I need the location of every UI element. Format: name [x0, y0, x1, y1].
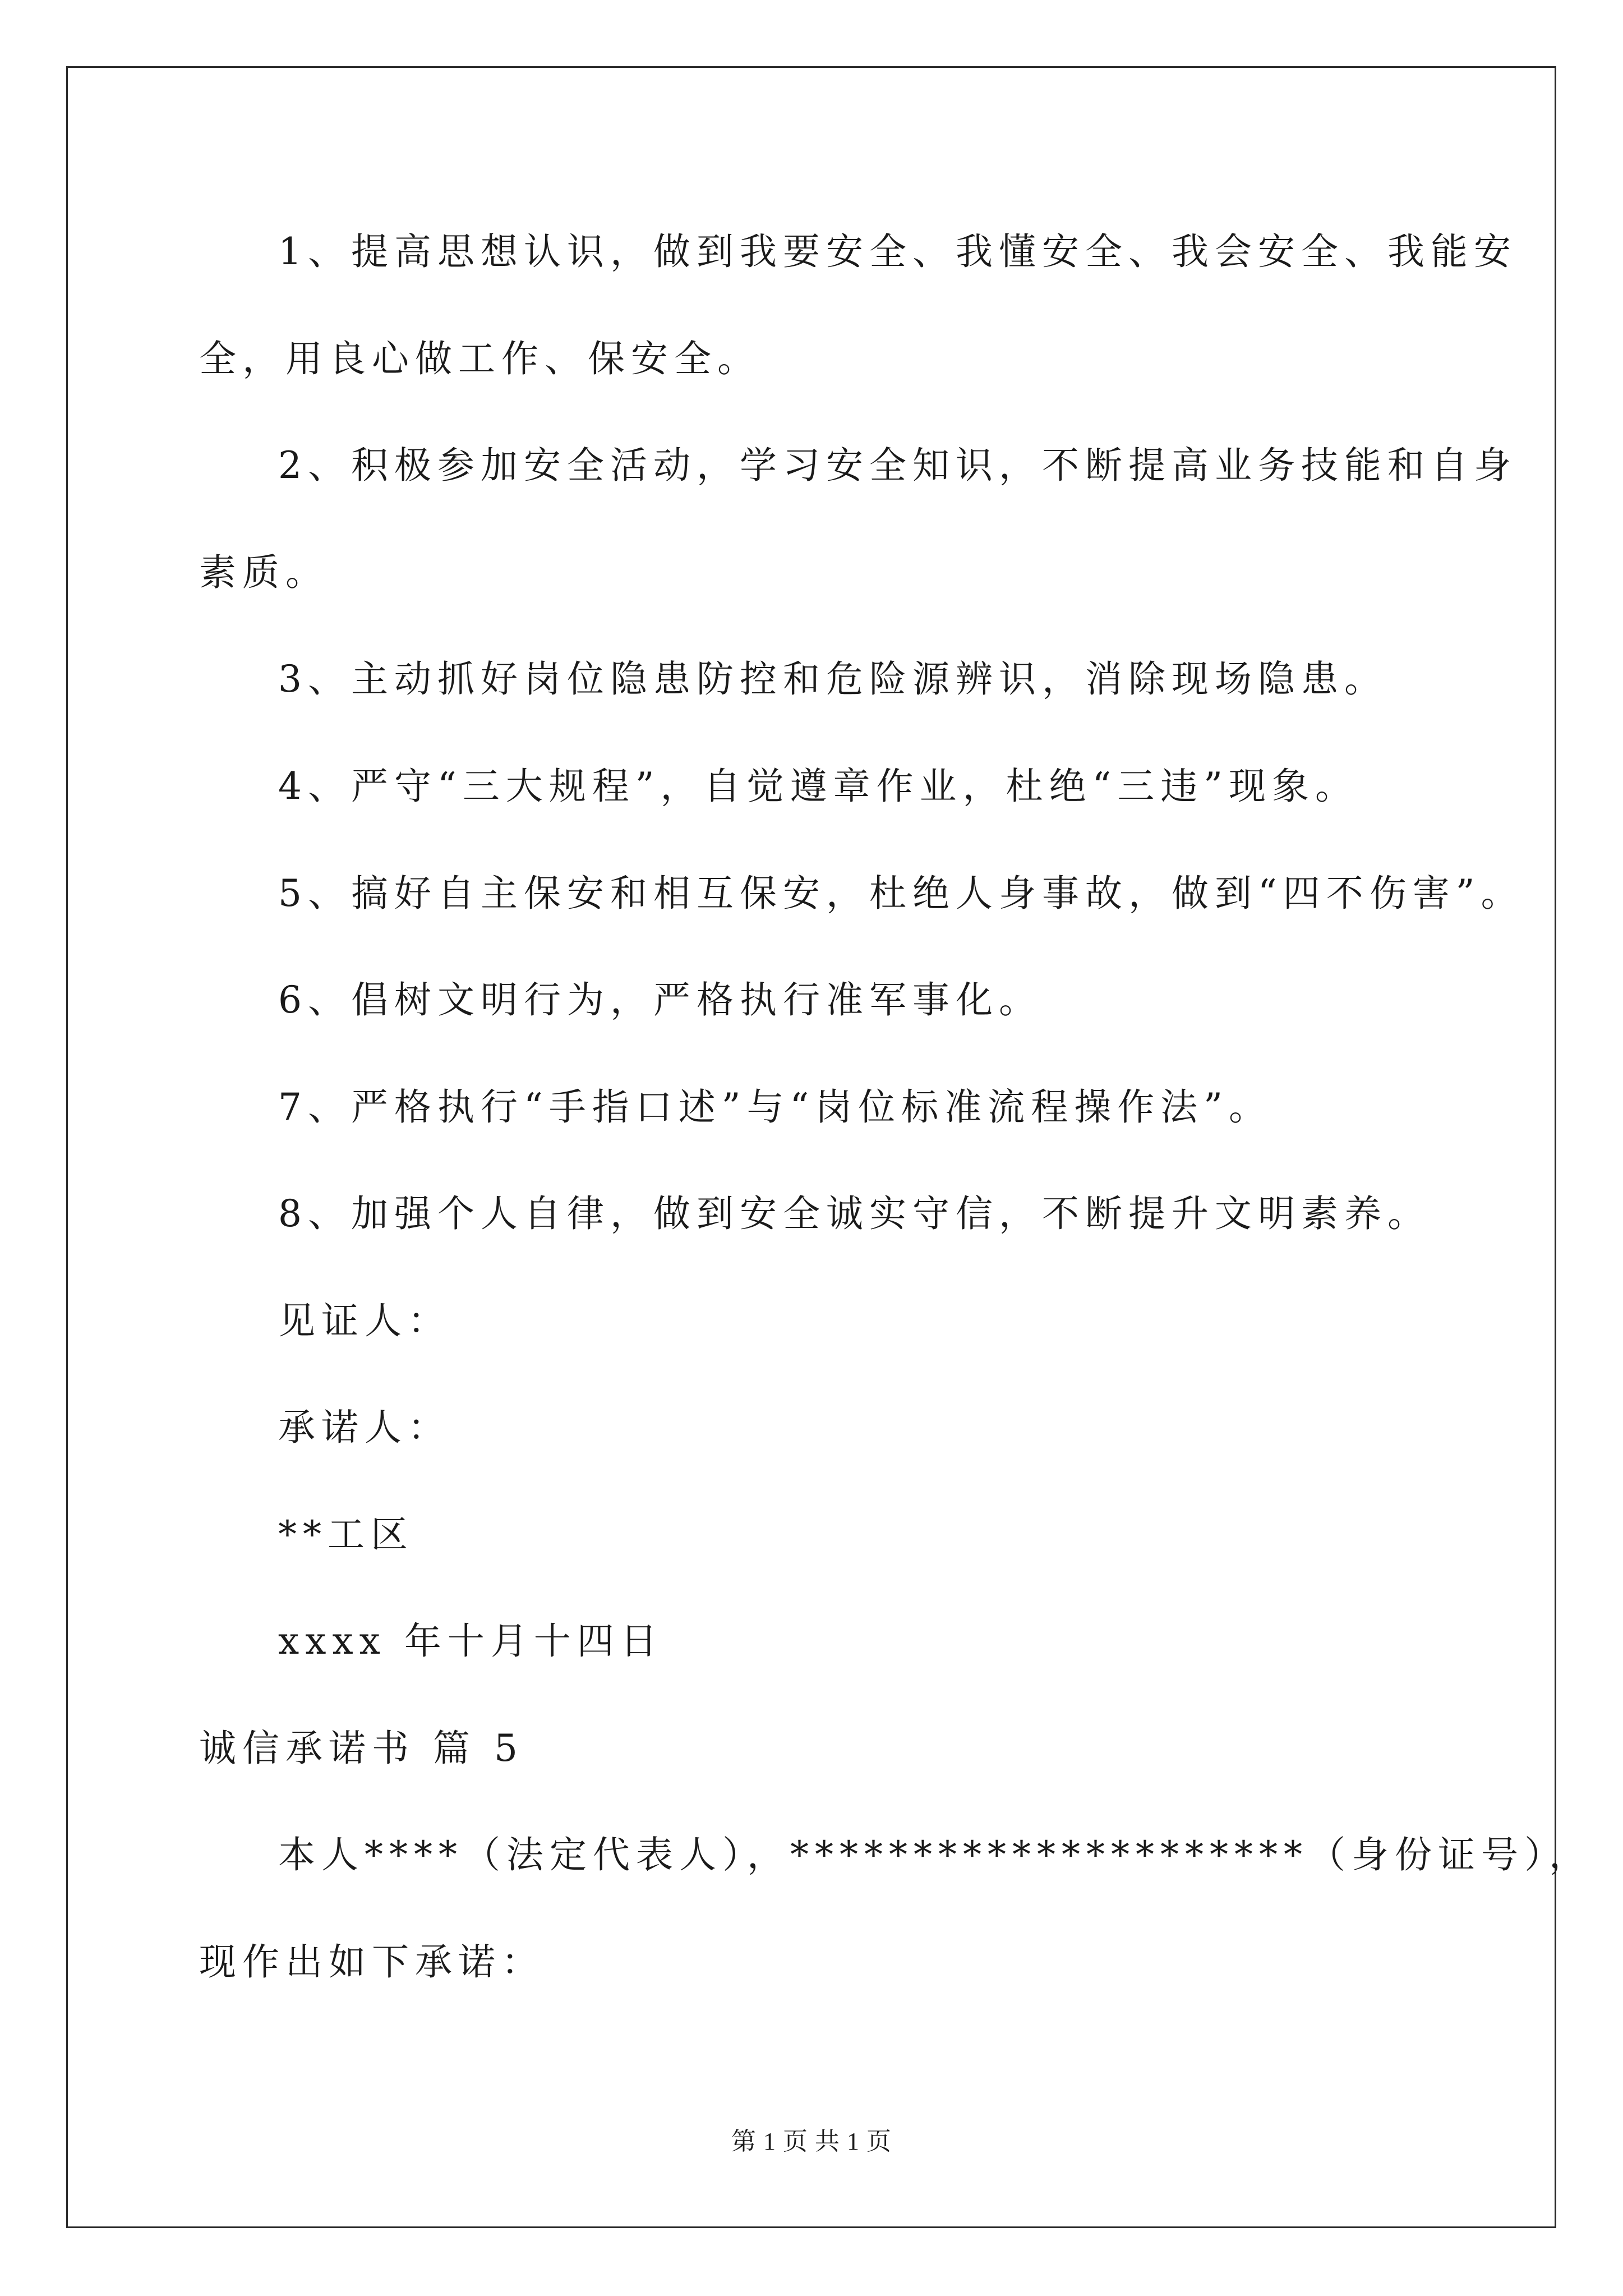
item-2-line-2: 素质。	[199, 551, 329, 594]
item-1-line-2: 全，用良心做工作、保安全。	[199, 337, 760, 380]
page-border	[66, 66, 1556, 2228]
item-6: 6、倡树文明行为，严格执行准军事化。	[278, 978, 1042, 1022]
item-1-line-1: 1、提高思想认识，做到我要安全、我懂安全、我会安全、我能安	[278, 230, 1517, 273]
statement-line-1: 本人****（法定代表人），*********************（身份证号），	[278, 1833, 1592, 1876]
item-4: 4、严守“三大规程”，自觉遵章作业，杜绝“三违”现象。	[278, 765, 1358, 808]
item-3: 3、主动抓好岗位隐患防控和危险源辨识，消除现场隐患。	[278, 657, 1387, 701]
item-8: 8、加强个人自律，做到安全诚实守信，不断提升文明素养。	[278, 1192, 1431, 1235]
promisor-label: 承诺人：	[278, 1406, 451, 1449]
witness-label: 见证人：	[278, 1299, 451, 1342]
date-line: xxxx 年十月十四日	[278, 1619, 663, 1663]
section-title: 诚信承诺书 篇 5	[199, 1727, 524, 1770]
item-7: 7、严格执行“手指口述”与“岗位标准流程操作法”。	[278, 1085, 1272, 1129]
work-area: **工区	[278, 1513, 414, 1556]
page-footer: 第 1 页 共 1 页	[731, 2128, 892, 2155]
item-2-line-1: 2、积极参加安全活动，学习安全知识，不断提高业务技能和自身	[278, 444, 1517, 487]
statement-line-2: 现作出如下承诺：	[199, 1940, 545, 1984]
item-5: 5、搞好自主保安和相互保安，杜绝人身事故，做到“四不伤害”。	[278, 872, 1524, 915]
